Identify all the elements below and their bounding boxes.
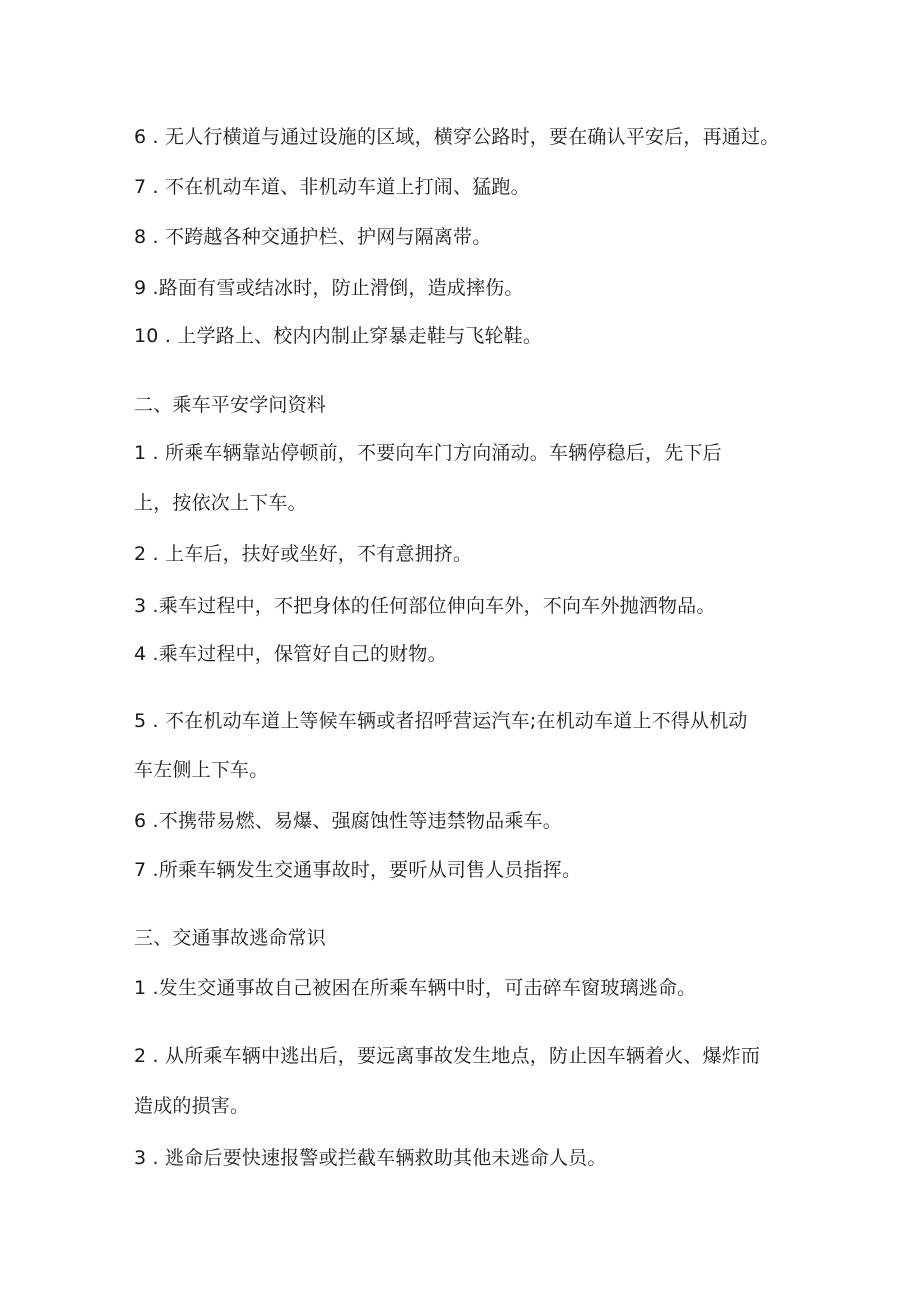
text-line: 1 .发生交通事故自己被困在所乘车辆中时，可击碎车窗玻璃逃命。 (134, 977, 697, 999)
text-line: 4 .乘车过程中，保管好自己的财物。 (134, 643, 447, 665)
text-line: 9 .路面有雪或结冰时，防止滑倒，造成摔伤。 (134, 277, 524, 299)
text-line-continued: 造成的损害。 (134, 1095, 250, 1117)
text-line: 3 .乘车过程中，不把身体的任何部位伸向车外，不向车外抛洒物品。 (134, 595, 716, 617)
text-line-continued: 车左侧上下车。 (134, 759, 269, 781)
text-line: 7 . 不在机动车道、非机动车道上打闹、猛跑。 (134, 176, 530, 198)
text-line: 3 . 逃命后要快速报警或拦截车辆救助其他未逃命人员。 (134, 1147, 607, 1169)
text-line: 6 . 无人行横道与通过设施的区域，横穿公路时，要在确认平安后，再通过。 (134, 126, 780, 148)
text-line: 2 . 上车后，扶好或坐好，不有意拥挤。 (134, 543, 473, 565)
text-line: 7 .所乘车辆发生交通事故时，要听从司售人员指挥。 (134, 859, 582, 881)
text-line: 6 .不携带易燃、易爆、强腐蚀性等违禁物品乘车。 (134, 810, 562, 832)
section-heading: 三、交通事故逃命常识 (134, 927, 327, 949)
text-line: 1 . 所乘车辆靠站停顿前，不要向车门方向涌动。车辆停稳后，先下后 (134, 442, 722, 464)
text-line: 5 . 不在机动车道上等候车辆或者招呼营运汽车;在机动车道上不得从机动 (134, 710, 748, 732)
text-line: 10 . 上学路上、校内内制止穿暴走鞋与飞轮鞋。 (134, 325, 543, 347)
text-line-continued: 上，按依次上下车。 (134, 492, 307, 514)
section-heading: 二、乘车平安学问资料 (134, 394, 327, 416)
text-line: 2 . 从所乘车辆中逃出后，要远离事故发生地点，防止因车辆着火、爆炸而 (134, 1045, 761, 1067)
text-line: 8 . 不跨越各种交通护栏、护网与隔离带。 (134, 226, 492, 248)
